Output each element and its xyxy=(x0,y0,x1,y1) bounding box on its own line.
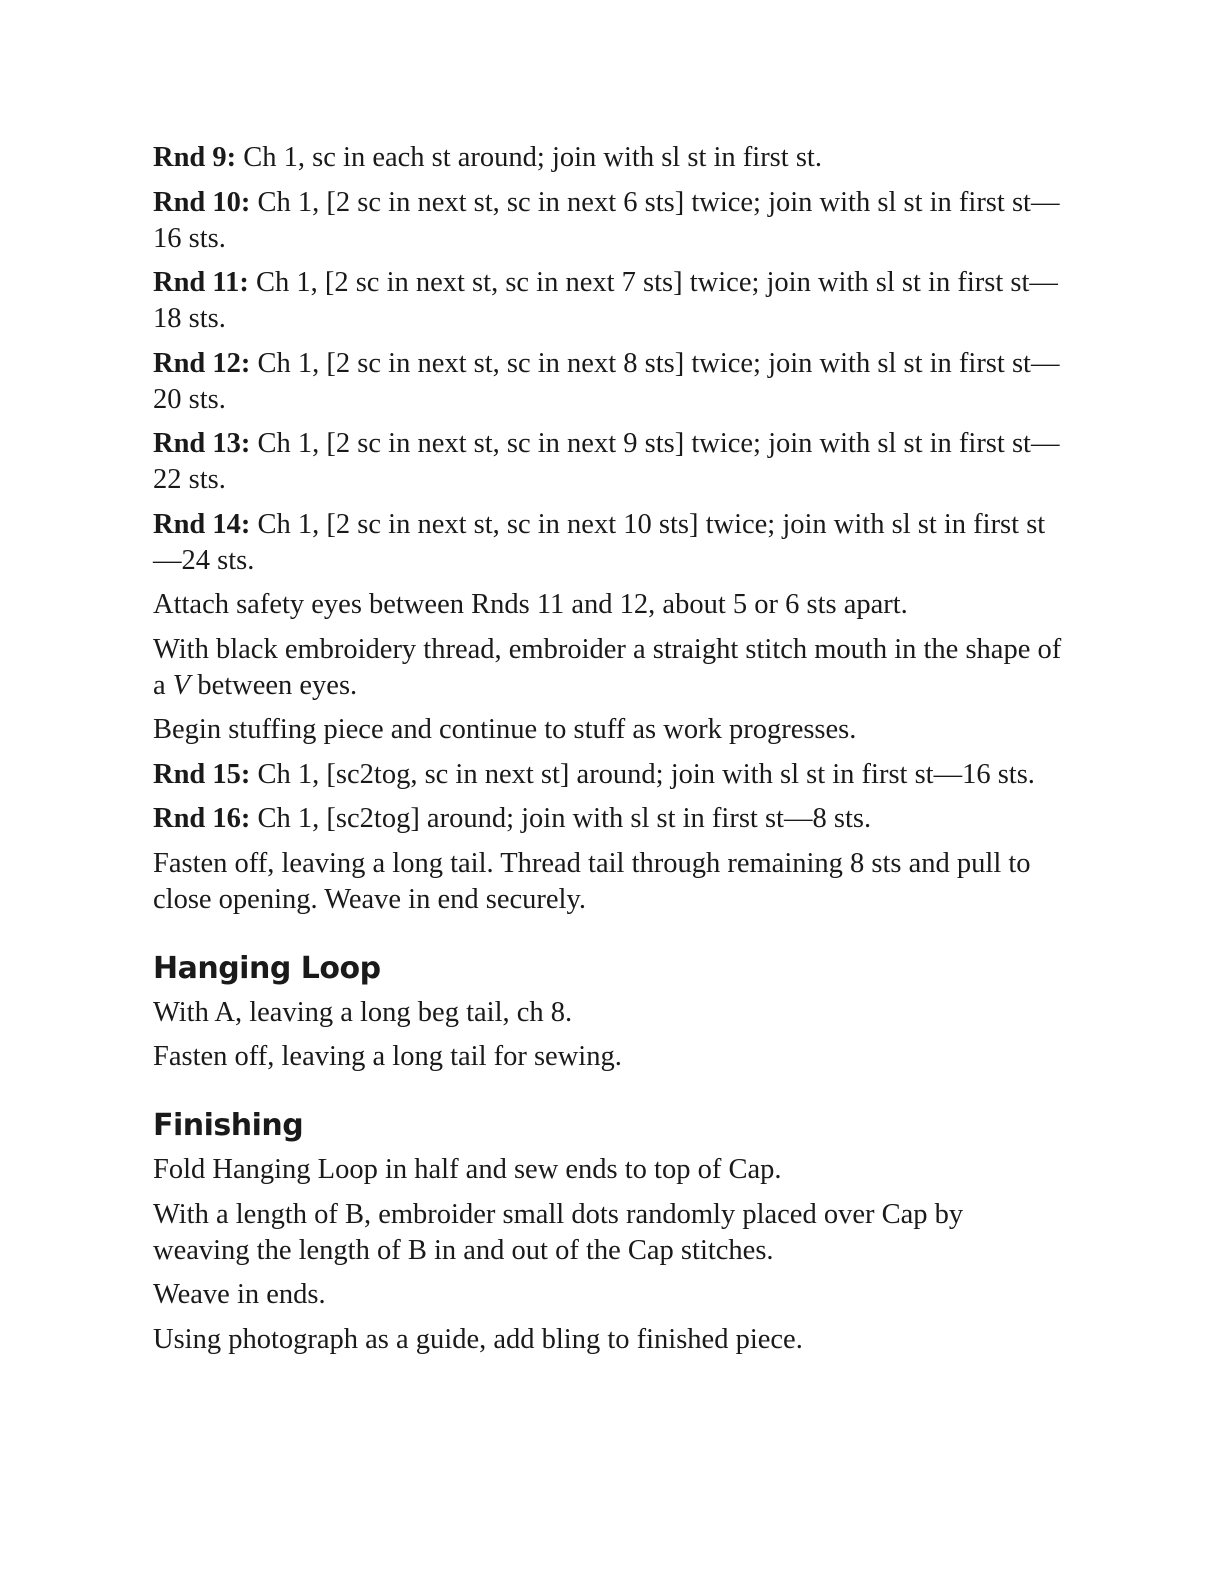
rnd-label: Rnd 15: xyxy=(153,758,251,790)
hanging-loop-para: Fasten off, leaving a long tail for sewing. xyxy=(153,1041,622,1072)
rnd-text: Ch 1, [2 sc in next st, sc in next 6 sts] twice; join with sl st in first st—16 sts. xyxy=(153,186,1060,254)
finishing-para: Using photograph as a guide, add bling to finished piece. xyxy=(153,1323,803,1355)
rnd-label: Rnd 13: xyxy=(153,428,251,459)
finishing-para: Weave in ends. xyxy=(153,1279,326,1310)
rnd-text: Ch 1, [2 sc in next st, sc in next 8 sts] twice; join with sl st in first st—20 sts. xyxy=(153,347,1060,415)
rnd-16 xyxy=(153,801,1063,837)
mouth-note-after: between eyes. xyxy=(190,669,358,701)
rnd-text: Ch 1, [sc2tog, sc in next st] around; join with sl st in first st—16 sts. xyxy=(250,758,1035,790)
rnd-12 xyxy=(153,346,1063,418)
mouth-note-italic: V xyxy=(172,669,191,701)
hanging-loop-para: With A, leaving a long beg tail, ch 8. xyxy=(153,996,573,1028)
rnd-text: Ch 1, [sc2tog] around; join with sl st in first st—8 sts. xyxy=(250,803,872,834)
rnd-text: Ch 1, sc in each st around; join with sl st in first st. xyxy=(236,142,822,173)
mouth-note-before: With black embroidery thread, embroider a straight stitch mouth in the shape of a xyxy=(153,633,1062,701)
rnd-9 xyxy=(153,140,1063,176)
finishing-heading: Finishing xyxy=(153,1108,304,1143)
finishing-para: Fold Hanging Loop in half and sew ends to top of Cap. xyxy=(153,1154,782,1185)
hanging-loop-heading: Hanging Loop xyxy=(153,950,381,986)
rnd-13 xyxy=(153,426,1063,498)
finishing-para: With a length of B, embroider small dots randomly placed over Cap by weaving the length of B in and out of the Cap stitches. xyxy=(153,1198,964,1266)
rnd-11 xyxy=(153,265,1063,337)
rnd-10 xyxy=(153,185,1063,257)
rnd-label: Rnd 14: xyxy=(153,508,251,540)
rnd-label: Rnd 9: xyxy=(153,142,237,173)
rnd-label: Rnd 11: xyxy=(153,267,249,298)
fasten-note: Fasten off, leaving a long tail. Thread tail through remaining 8 sts and pull to close opening. Weave in end securely. xyxy=(153,847,1031,915)
pattern-page xyxy=(153,140,1063,1366)
rnd-text: Ch 1, [2 sc in next st, sc in next 10 sts] twice; join with sl st in first st—24 sts. xyxy=(153,508,1046,576)
stuffing-note: Begin stuffing piece and continue to stuff as work progresses. xyxy=(153,714,857,745)
rnd-15 xyxy=(153,757,1063,793)
rnd-text: Ch 1, [2 sc in next st, sc in next 9 sts] twice; join with sl st in first st—22 sts. xyxy=(153,428,1060,495)
eyes-note: Attach safety eyes between Rnds 11 and 12, about 5 or 6 sts apart. xyxy=(153,589,908,620)
rnd-text: Ch 1, [2 sc in next st, sc in next 7 sts] twice; join with sl st in first st—18 sts. xyxy=(153,267,1058,334)
rnd-14 xyxy=(153,507,1063,579)
rnd-label: Rnd 16: xyxy=(153,803,251,834)
mouth-note xyxy=(153,632,1063,704)
rnd-label: Rnd 10: xyxy=(153,186,251,218)
rnd-label: Rnd 12: xyxy=(153,347,251,379)
